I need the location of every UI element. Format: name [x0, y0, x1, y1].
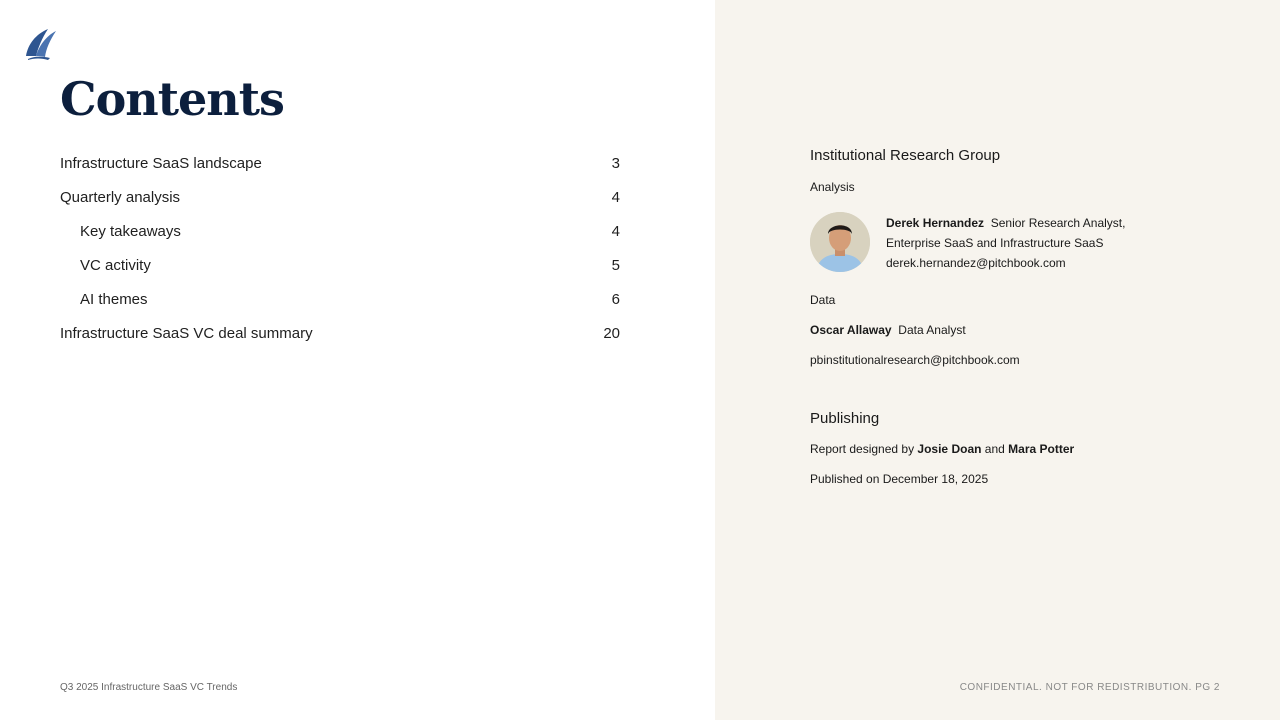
analyst-avatar: [810, 212, 870, 272]
publishing-heading: Publishing: [810, 410, 880, 427]
toc-item-label: AI themes: [80, 290, 148, 308]
toc-item-page: 20: [603, 324, 620, 342]
toc-subitem[interactable]: [60, 248, 620, 282]
data-analyst: [810, 323, 966, 337]
toc-item-page: 4: [611, 188, 620, 206]
footer-report-title: Q3 2025 Infrastructure SaaS VC Trends: [60, 682, 238, 693]
analyst-title-cont: Enterprise SaaS and Infrastructure SaaS: [886, 236, 1104, 250]
data-email[interactable]: pbinstitutionalresearch@pitchbook.com: [810, 353, 1020, 367]
data-label: Data: [810, 293, 836, 307]
toc-item-label: Quarterly analysis: [60, 188, 181, 206]
toc-item-page: 3: [611, 154, 620, 172]
data-analyst-name: Oscar Allaway: [810, 323, 892, 337]
designed-by: [810, 442, 1074, 456]
analyst-email[interactable]: derek.hernandez@pitchbook.com: [886, 256, 1066, 270]
research-group-heading: Institutional Research Group: [810, 147, 1001, 164]
toc-item-label: VC activity: [80, 256, 151, 274]
analyst-name: Derek Hernandez: [886, 216, 985, 230]
designed-and: and: [984, 442, 1005, 456]
designed-prefix: Report designed by: [810, 442, 915, 456]
toc-item-page: 4: [611, 222, 620, 240]
designer-name: Josie Doan: [917, 442, 982, 456]
designer-name: Mara Potter: [1008, 442, 1075, 456]
table-of-contents: [60, 146, 620, 350]
toc-item-page: 6: [611, 290, 620, 308]
toc-subitem[interactable]: [60, 214, 620, 248]
analyst-info: [886, 213, 1216, 273]
toc-item-label: Infrastructure SaaS VC deal summary: [60, 324, 313, 342]
sail-logo-icon: [24, 26, 58, 60]
published-date: Published on December 18, 2025: [810, 472, 989, 486]
analysis-label: Analysis: [810, 180, 855, 194]
data-analyst-title: Data Analyst: [898, 323, 966, 337]
toc-item-page: 5: [611, 256, 620, 274]
toc-item[interactable]: [60, 180, 620, 214]
analyst-title: Senior Research Analyst,: [990, 216, 1126, 230]
toc-item[interactable]: [60, 146, 620, 180]
toc-item[interactable]: [60, 316, 620, 350]
footer-confidential: CONFIDENTIAL. NOT FOR REDISTRIBUTION. PG 2: [959, 682, 1220, 693]
toc-item-label: Infrastructure SaaS landscape: [60, 154, 262, 172]
page-title: Contents: [60, 72, 284, 126]
toc-item-label: Key takeaways: [80, 222, 181, 240]
toc-subitem[interactable]: [60, 282, 620, 316]
